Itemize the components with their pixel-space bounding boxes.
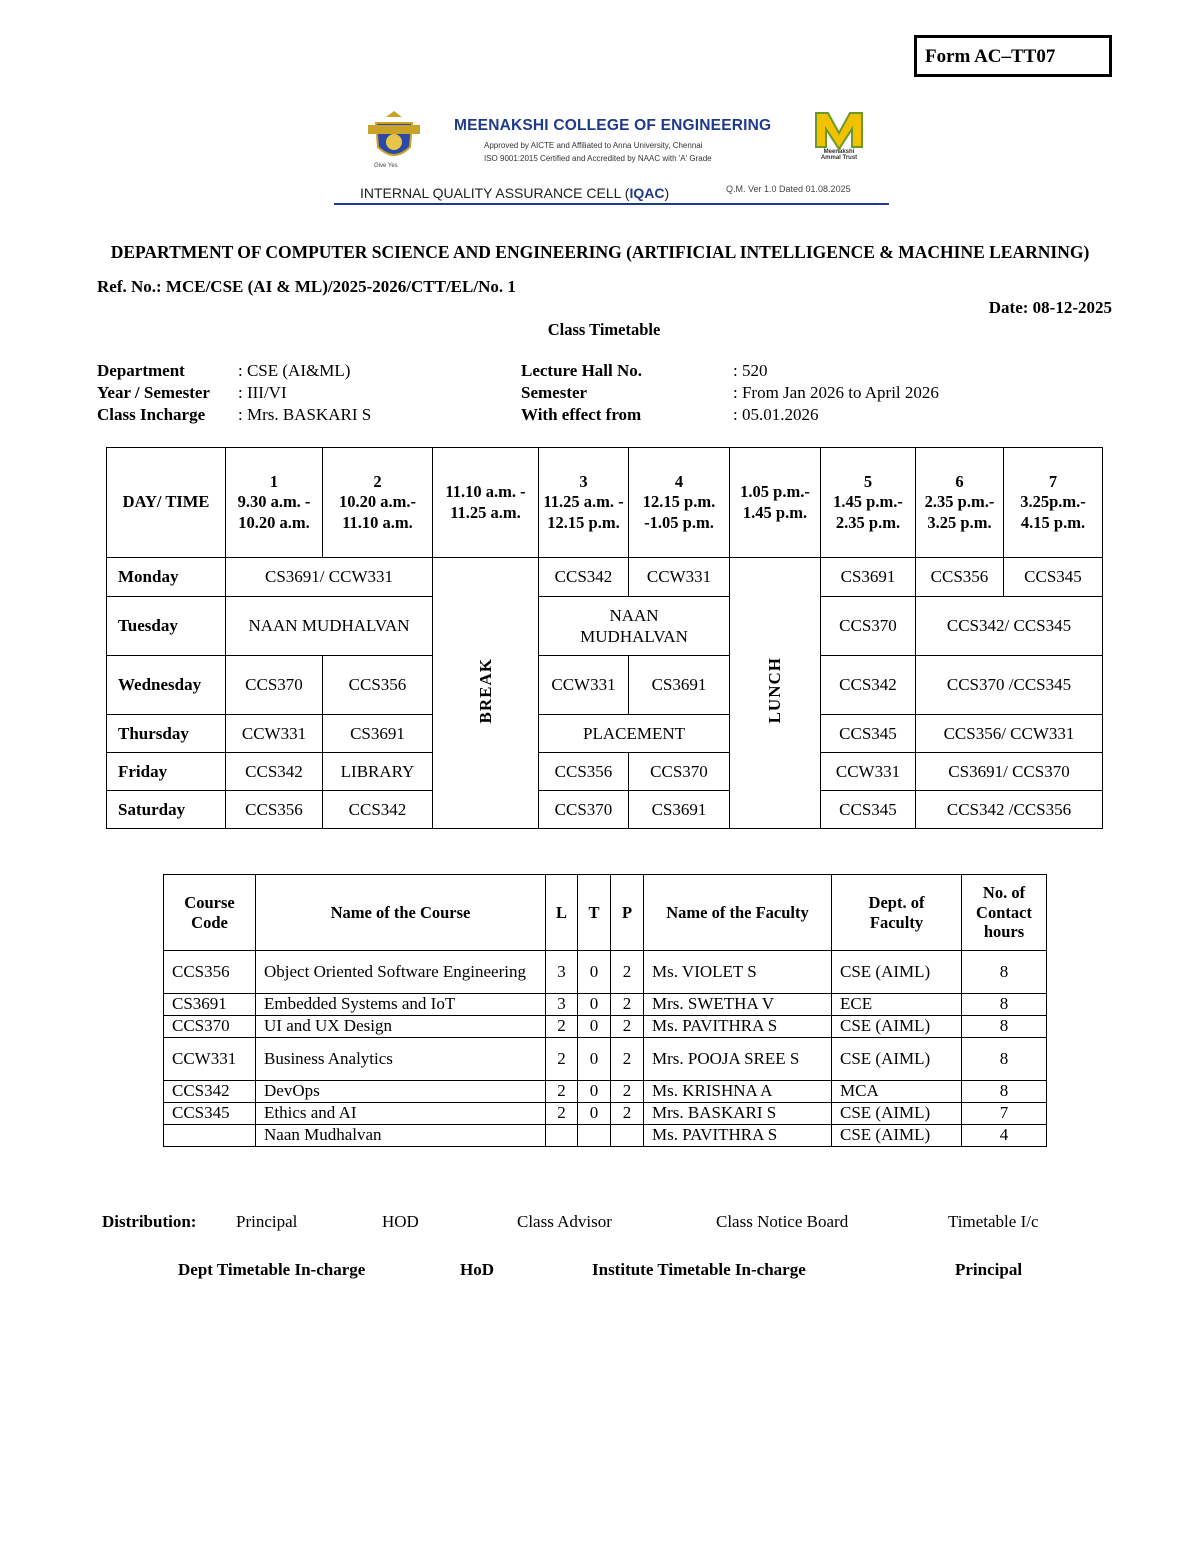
iqac-line: INTERNAL QUALITY ASSURANCE CELL (IQAC) (360, 185, 670, 201)
course-code: CCW331 (164, 1038, 256, 1081)
timetable-cell: CCS370 (629, 753, 730, 791)
course-name: Ethics and AI (256, 1103, 546, 1125)
course-code: CCS342 (164, 1081, 256, 1103)
timetable-cell: CCW331 (539, 656, 629, 715)
signature-principal: Principal (955, 1260, 1023, 1279)
course-p: 2 (611, 951, 644, 994)
course-dept: CSE (AIML) (832, 1038, 962, 1081)
timetable-cell: CCS342 (539, 558, 629, 597)
course-hours: 7 (962, 1103, 1047, 1125)
department-title: DEPARTMENT OF COMPUTER SCIENCE AND ENGINEERING (ARTIFICIAL INTELLIGENCE & MACHINE LEARNING) (110, 242, 1090, 262)
course-p: 2 (611, 1081, 644, 1103)
letterhead (334, 97, 889, 209)
period-header: 5 1.45 p.m.- 2.35 p.m. (821, 448, 916, 558)
info-year-semester: Year / Semester : III/VI (97, 383, 287, 402)
info-right (521, 361, 939, 427)
table-row (164, 1016, 1047, 1038)
course-name: UI and UX Design (256, 1016, 546, 1038)
course-dept: CSE (AIML) (832, 1125, 962, 1147)
period-header: 3 11.25 a.m. - 12.15 p.m. (539, 448, 629, 558)
timetable (106, 447, 1103, 829)
day-label: Friday (107, 753, 226, 791)
course-faculty: Ms. VIOLET S (644, 951, 832, 994)
info-effect-from: With effect from : 05.01.2026 (521, 405, 819, 424)
college-emblem-logo (364, 109, 424, 167)
timetable-cell: CCS370 (821, 597, 916, 656)
course-t: 0 (578, 994, 611, 1016)
day-label: Thursday (107, 715, 226, 753)
header-course-name: Name of the Course (256, 875, 546, 951)
table-row (164, 994, 1047, 1016)
document-title: Class Timetable (547, 320, 661, 339)
period-header: 2 10.20 a.m.- 11.10 a.m. (323, 448, 433, 558)
trust-m-logo (810, 109, 868, 151)
break-column (433, 558, 539, 829)
timetable-cell: CCS370 (539, 791, 629, 829)
timetable-cell: CCW331 (226, 715, 323, 753)
course-code: CCS356 (164, 951, 256, 994)
table-row (164, 951, 1047, 994)
course-code (164, 1125, 256, 1147)
timetable-cell: CCS342 (226, 753, 323, 791)
timetable-cell: CS3691 (323, 715, 433, 753)
certification-line: ISO 9001:2015 Certified and Accredited by NAAC with 'A' Grade (484, 154, 712, 163)
timetable-row-monday (107, 558, 1103, 597)
day-label: Tuesday (107, 597, 226, 656)
course-dept: ECE (832, 994, 962, 1016)
course-t: 0 (578, 1103, 611, 1125)
course-name: Naan Mudhalvan (256, 1125, 546, 1147)
course-name: DevOps (256, 1081, 546, 1103)
table-row (164, 1103, 1047, 1125)
course-l: 3 (546, 951, 578, 994)
course-name: Business Analytics (256, 1038, 546, 1081)
course-l: 3 (546, 994, 578, 1016)
timetable-cell: CCS342 (821, 656, 916, 715)
course-code: CS3691 (164, 994, 256, 1016)
course-l (546, 1125, 578, 1147)
course-l: 2 (546, 1038, 578, 1081)
break-time-header: 11.10 a.m. - 11.25 a.m. (433, 448, 539, 558)
header-l: L (546, 875, 578, 951)
header-contact-hours: No. of Contact hours (962, 875, 1047, 951)
table-row (164, 1081, 1047, 1103)
timetable-cell: LIBRARY (323, 753, 433, 791)
timetable-cell: CCS356/ CCW331 (916, 715, 1103, 753)
form-code-box (914, 35, 1112, 77)
course-p (611, 1125, 644, 1147)
timetable-cell: CCS370 /CCS345 (916, 656, 1103, 715)
distribution-item: HOD (382, 1212, 419, 1231)
course-t: 0 (578, 1081, 611, 1103)
course-faculty: Mrs. BASKARI S (644, 1103, 832, 1125)
course-t (578, 1125, 611, 1147)
course-code: CCS345 (164, 1103, 256, 1125)
info-lecture-hall: Lecture Hall No. : 520 (521, 361, 768, 380)
document-version: Q.M. Ver 1.0 Dated 01.08.2025 (726, 184, 851, 194)
approval-line: Approved by AICTE and Affiliated to Anna University, Chennai (484, 141, 703, 150)
distribution-item: Class Advisor (517, 1212, 612, 1231)
letterhead-rule (334, 203, 889, 205)
lunch-label: LUNCH (765, 657, 785, 724)
day-label: Wednesday (107, 656, 226, 715)
period-header: 6 2.35 p.m.- 3.25 p.m. (916, 448, 1004, 558)
timetable-row-saturday (107, 791, 1103, 829)
timetable-row-wednesday (107, 656, 1103, 715)
timetable-cell: CCS356 (323, 656, 433, 715)
signature-hod: HoD (460, 1260, 494, 1279)
period-header: 1 9.30 a.m. - 10.20 a.m. (226, 448, 323, 558)
reference-number: Ref. No.: MCE/CSE (AI & ML)/2025-2026/CTT/EL/No. 1 (97, 277, 516, 296)
course-faculty: Mrs. POOJA SREE S (644, 1038, 832, 1081)
timetable-cell: PLACEMENT (539, 715, 730, 753)
timetable-row-friday (107, 753, 1103, 791)
timetable-cell: CCS342/ CCS345 (916, 597, 1103, 656)
course-faculty: Mrs. SWETHA V (644, 994, 832, 1016)
course-hours: 8 (962, 1016, 1047, 1038)
course-table-header (164, 875, 1047, 951)
timetable-cell: CS3691 (629, 791, 730, 829)
emblem-tagline: Give Yes (374, 163, 398, 169)
distribution-item: Timetable I/c (948, 1212, 1039, 1231)
course-l: 2 (546, 1103, 578, 1125)
timetable-cell: CCS342 (323, 791, 433, 829)
timetable-cell: CS3691/ CCS370 (916, 753, 1103, 791)
distribution-item: Principal (236, 1212, 298, 1231)
lunch-column (730, 558, 821, 829)
timetable-cell: CCS345 (1004, 558, 1103, 597)
timetable-cell: NAAN MUDHALVAN (539, 597, 730, 656)
timetable-cell: CS3691/ CCW331 (226, 558, 433, 597)
course-name: Object Oriented Software Engineering (256, 951, 546, 994)
document-date: Date: 08-12-2025 (988, 298, 1112, 317)
course-p: 2 (611, 1016, 644, 1038)
signature-institute-timetable: Institute Timetable In-charge (592, 1260, 806, 1279)
course-name: Embedded Systems and IoT (256, 994, 546, 1016)
day-label: Monday (107, 558, 226, 597)
course-faculty: Ms. PAVITHRA S (644, 1016, 832, 1038)
course-dept: CSE (AIML) (832, 1103, 962, 1125)
timetable-cell: CCS345 (821, 791, 916, 829)
course-t: 0 (578, 1038, 611, 1081)
distribution-item: Class Notice Board (716, 1212, 849, 1231)
timetable-cell: CCS345 (821, 715, 916, 753)
day-time-header: DAY/ TIME (107, 448, 226, 558)
course-t: 0 (578, 951, 611, 994)
trust-caption: Meenakshi Ammal Trust (820, 149, 858, 161)
timetable-cell: CCW331 (821, 753, 916, 791)
course-dept: CSE (AIML) (832, 951, 962, 994)
distribution-label: Distribution: (102, 1212, 197, 1231)
timetable-cell: NAAN MUDHALVAN (226, 597, 433, 656)
timetable-header-row (107, 448, 1103, 558)
table-row (164, 1038, 1047, 1081)
course-code: CCS370 (164, 1016, 256, 1038)
header-dept: Dept. of Faculty (832, 875, 962, 951)
course-hours: 8 (962, 1081, 1047, 1103)
timetable-cell: CCS356 (916, 558, 1004, 597)
header-faculty: Name of the Faculty (644, 875, 832, 951)
day-label: Saturday (107, 791, 226, 829)
course-hours: 8 (962, 1038, 1047, 1081)
info-class-incharge: Class Incharge : Mrs. BASKARI S (97, 405, 372, 424)
course-hours: 4 (962, 1125, 1047, 1147)
header-t: T (578, 875, 611, 951)
timetable-row-tuesday (107, 597, 1103, 656)
table-row (164, 1125, 1047, 1147)
course-dept: CSE (AIML) (832, 1016, 962, 1038)
course-faculty: Ms. PAVITHRA S (644, 1125, 832, 1147)
timetable-cell: CCW331 (629, 558, 730, 597)
course-l: 2 (546, 1016, 578, 1038)
course-table (163, 874, 1047, 1147)
timetable-cell: CCS356 (539, 753, 629, 791)
course-dept: MCA (832, 1081, 962, 1103)
break-label: BREAK (475, 657, 495, 724)
course-hours: 8 (962, 951, 1047, 994)
timetable-row-thursday (107, 715, 1103, 753)
info-department: Department : CSE (AI&ML) (97, 361, 351, 380)
course-l: 2 (546, 1081, 578, 1103)
course-p: 2 (611, 994, 644, 1016)
header-p: P (611, 875, 644, 951)
header-course-code: Course Code (164, 875, 256, 951)
course-t: 0 (578, 1016, 611, 1038)
course-p: 2 (611, 1038, 644, 1081)
college-name: MEENAKSHI COLLEGE OF ENGINEERING (454, 117, 772, 134)
form-code: Form AC–TT07 (925, 46, 1056, 67)
course-hours: 8 (962, 994, 1047, 1016)
course-faculty: Ms. KRISHNA A (644, 1081, 832, 1103)
period-header: 4 12.15 p.m. -1.05 p.m. (629, 448, 730, 558)
period-header: 7 3.25p.m.- 4.15 p.m. (1004, 448, 1103, 558)
timetable-cell: CCS370 (226, 656, 323, 715)
timetable-cell: CS3691 (629, 656, 730, 715)
timetable-cell: CS3691 (821, 558, 916, 597)
info-semester: Semester : From Jan 2026 to April 2026 (521, 383, 939, 402)
signature-dept-timetable: Dept Timetable In-charge (178, 1260, 366, 1279)
timetable-cell: CCS356 (226, 791, 323, 829)
info-left (97, 361, 371, 427)
lunch-time-header: 1.05 p.m.- 1.45 p.m. (730, 448, 821, 558)
course-p: 2 (611, 1103, 644, 1125)
timetable-cell: CCS342 /CCS356 (916, 791, 1103, 829)
